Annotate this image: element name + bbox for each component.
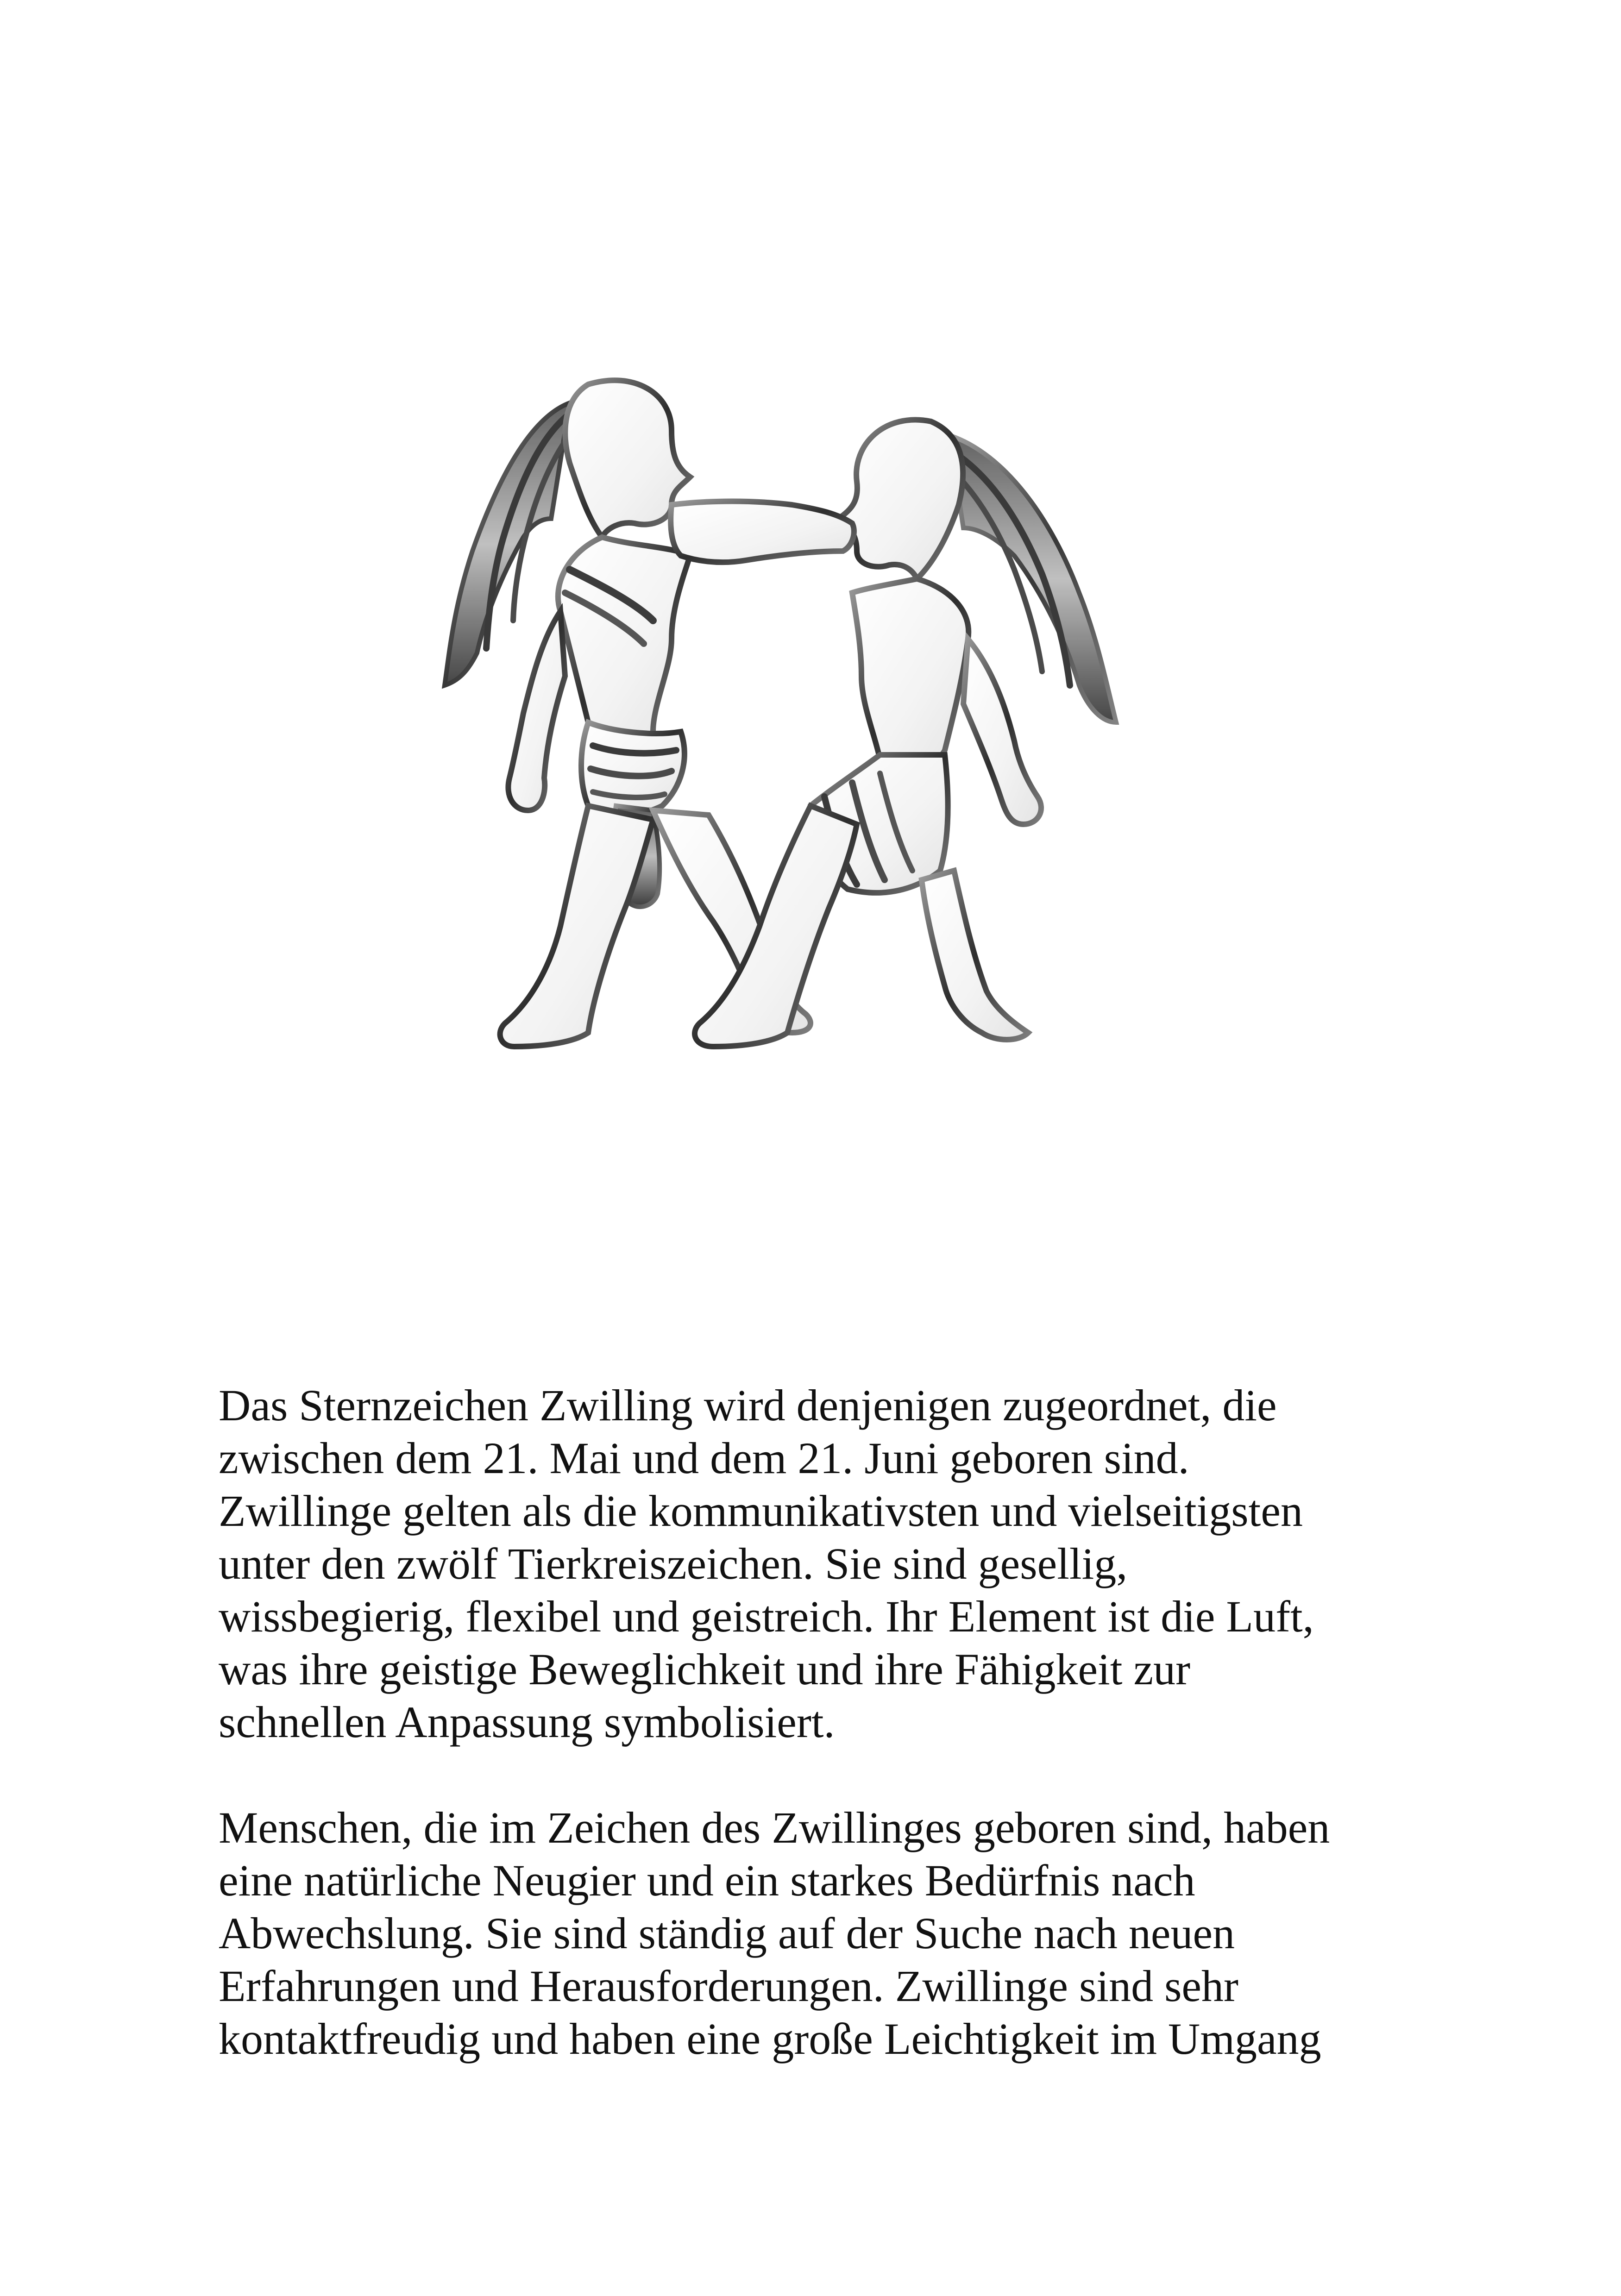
text-line: schnellen Anpassung symbolisiert. bbox=[219, 1697, 835, 1747]
paragraph-1 bbox=[219, 1379, 1423, 1749]
text-line: Menschen, die im Zeichen des Zwillinges geboren sind, haben bbox=[219, 1803, 1330, 1852]
text-line: wissbegierig, flexibel und geistreich. Ihr Element ist die Luft, bbox=[219, 1592, 1314, 1641]
joined-arms-shape bbox=[671, 502, 854, 563]
text-line: Abwechslung. Sie sind ständig auf der Suche nach neuen bbox=[219, 1908, 1235, 1958]
gemini-twins-glass-figure-icon bbox=[394, 352, 1181, 1278]
text-line: Das Sternzeichen Zwilling wird denjenigen zugeordnet, die bbox=[219, 1380, 1277, 1430]
paragraph-2 bbox=[219, 1801, 1423, 2065]
text-line: zwischen dem 21. Mai und dem 21. Juni geboren sind. bbox=[219, 1433, 1189, 1483]
text-line: Zwillinge gelten als die kommunikativsten und vielseitigsten bbox=[219, 1486, 1303, 1536]
description-text-block bbox=[219, 1379, 1423, 2065]
text-line: eine natürliche Neugier und ein starkes Bedürfnis nach bbox=[219, 1856, 1195, 1905]
gemini-twins-illustration bbox=[394, 352, 1181, 1278]
text-line: Erfahrungen und Herausforderungen. Zwillinge sind sehr bbox=[219, 1961, 1238, 2011]
text-line: was ihre geistige Beweglichkeit und ihre Fähigkeit zur bbox=[219, 1644, 1191, 1694]
text-line: kontaktfreudig und haben eine große Leichtigkeit im Umgang bbox=[219, 2014, 1321, 2064]
text-line: unter den zwölf Tierkreiszeichen. Sie sind gesellig, bbox=[219, 1539, 1128, 1588]
